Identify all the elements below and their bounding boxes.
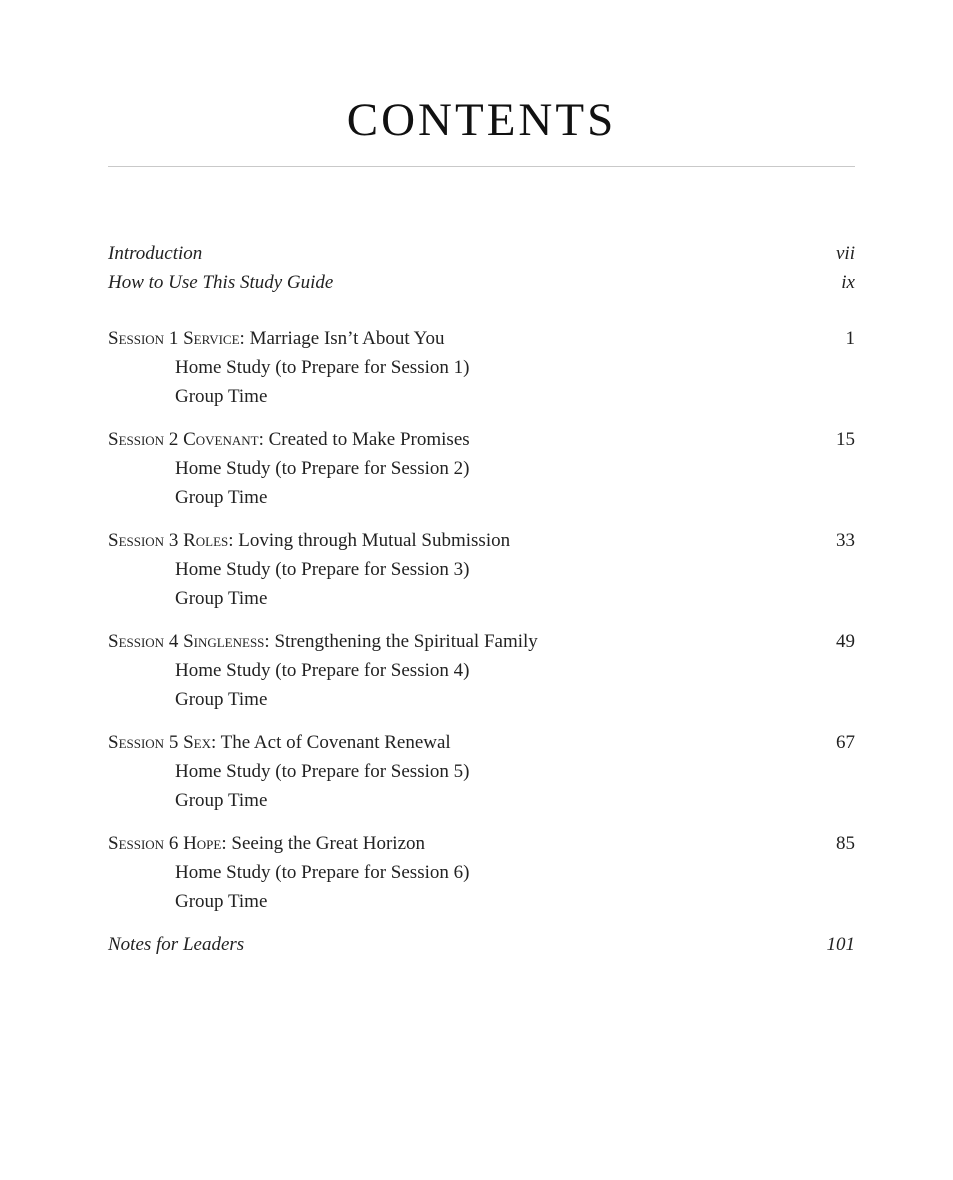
entry-label: Introduction: [108, 243, 203, 265]
session-number-keyword: Session 4 Singleness: [108, 631, 265, 653]
session-subtitle: : Marriage Isn’t About You: [239, 328, 445, 350]
session-title: [108, 425, 490, 454]
session-subentry-group-time: Group Time: [175, 790, 268, 812]
session-title: [108, 829, 445, 858]
toc-session-1: [108, 324, 855, 411]
session-subtitle: : Strengthening the Spiritual Family: [264, 631, 538, 653]
entry-label: Notes for Leaders: [108, 934, 245, 956]
entry-page-number: vii: [836, 243, 855, 265]
session-heading-row: [108, 526, 855, 555]
session-heading-row: [108, 829, 855, 858]
session-heading-row: [108, 324, 855, 353]
session-subentry-group-time: Group Time: [175, 487, 268, 509]
session-number-keyword: Session 5 Sex: [108, 732, 211, 754]
entry-page-number: 101: [826, 934, 855, 956]
page-title: CONTENTS: [346, 94, 617, 146]
session-subtitle: : The Act of Covenant Renewal: [210, 732, 451, 754]
session-title: [108, 627, 558, 656]
back-matter-block: [108, 930, 855, 959]
entry-page-number: 1: [845, 328, 855, 350]
session-heading-row: [108, 425, 855, 454]
session-title: [108, 526, 530, 555]
session-subentry-group-time: Group Time: [175, 588, 268, 610]
session-title: [108, 324, 465, 353]
session-heading-row: [108, 728, 855, 757]
session-heading-row: [108, 627, 855, 656]
session-subentry-home-study: Home Study (to Prepare for Session 4): [175, 660, 470, 682]
session-number-keyword: Session 1 Service: [108, 328, 240, 350]
session-subentry-group-time: Group Time: [175, 891, 268, 913]
session-subentry-group-time: Group Time: [175, 689, 268, 711]
session-subentry-home-study: Home Study (to Prepare for Session 1): [175, 357, 470, 379]
title-divider: [108, 166, 855, 167]
toc-session-5: [108, 728, 855, 815]
session-subentry-group-time: Group Time: [175, 386, 268, 408]
session-number-keyword: Session 6 Hope: [108, 833, 222, 855]
toc-entry-introduction: [108, 239, 855, 268]
entry-page-number: ix: [841, 272, 855, 294]
entry-page-number: 33: [836, 530, 855, 552]
session-subentry-home-study: Home Study (to Prepare for Session 6): [175, 862, 470, 884]
session-subtitle: : Loving through Mutual Submission: [228, 530, 511, 552]
session-subentry-home-study: Home Study (to Prepare for Session 3): [175, 559, 470, 581]
entry-page-number: 49: [836, 631, 855, 653]
table-of-contents: [108, 239, 855, 959]
front-matter-block: [108, 239, 855, 297]
session-title: [108, 728, 471, 757]
toc-session-4: [108, 627, 855, 714]
toc-session-2: [108, 425, 855, 512]
session-subtitle: : Seeing the Great Horizon: [221, 833, 426, 855]
toc-entry-how-to-use: [108, 268, 855, 297]
session-number-keyword: Session 2 Covenant: [108, 429, 259, 451]
session-subtitle: : Created to Make Promises: [258, 429, 470, 451]
toc-entry-notes-for-leaders: [108, 930, 855, 959]
session-subentry-home-study: Home Study (to Prepare for Session 2): [175, 458, 470, 480]
entry-label: How to Use This Study Guide: [108, 272, 334, 294]
entry-page-number: 67: [836, 732, 855, 754]
toc-session-3: [108, 526, 855, 613]
entry-page-number: 15: [836, 429, 855, 451]
toc-session-6: [108, 829, 855, 916]
entry-page-number: 85: [836, 833, 855, 855]
session-number-keyword: Session 3 Roles: [108, 530, 229, 552]
session-subentry-home-study: Home Study (to Prepare for Session 5): [175, 761, 470, 783]
